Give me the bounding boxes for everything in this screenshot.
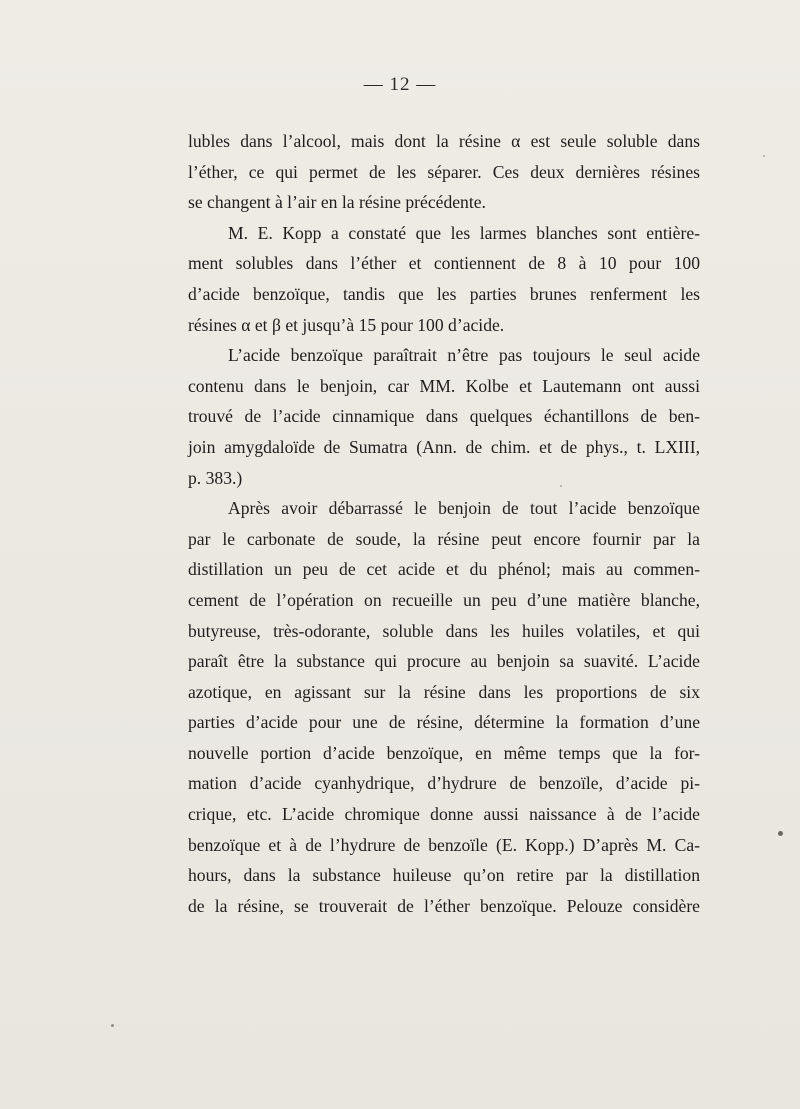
text-line: L’acide benzoïque paraîtrait n’être pas toujours le seul acide (228, 345, 700, 366)
text-line: contenu dans le benjoin, car MM. Kolbe et Lautemann ont aussi (188, 375, 700, 396)
text-line: cement de l’opération on recueille un peu d’une matière blanche, (188, 589, 700, 610)
text-line: l’éther, ce qui permet de les séparer. Ces deux dernières résines (188, 161, 700, 182)
paper-speck (763, 155, 765, 157)
text-line: de la résine, se trouverait de l’éther benzoïque. Pelouze considère (188, 895, 700, 916)
text-line: benzoïque et à de l’hydrure de benzoïle (E. Kopp.) D’après M. Ca- (188, 834, 700, 855)
text-line: crique, etc. L’acide chromique donne aussi naissance à de l’acide (188, 804, 700, 825)
text-line: d’acide benzoïque, tandis que les parties brunes renferment les (188, 283, 700, 304)
text-line: paraît être la substance qui procure au benjoin sa suavité. L’acide (188, 651, 700, 672)
text-line: p. 383.) (188, 467, 243, 488)
text-line: Après avoir débarrassé le benjoin de tout l’acide benzoïque (228, 498, 700, 519)
paper-speck (111, 1024, 114, 1027)
text-line: M. E. Kopp a constaté que les larmes blanches sont entière- (228, 222, 700, 243)
text-line: butyreuse, très-odorante, soluble dans les huiles volatiles, et qui (188, 620, 700, 641)
text-line: par le carbonate de soude, la résine peut encore fournir par la (188, 528, 700, 549)
text-line: mation d’acide cyanhydrique, d’hydrure de benzoïle, d’acide pi- (188, 773, 700, 794)
text-line: join amygdaloïde de Sumatra (Ann. de chim. et de phys., t. LXIII, (188, 436, 700, 457)
text-line: hours, dans la substance huileuse qu’on retire par la distillation (188, 865, 700, 886)
paper-speck (560, 485, 562, 487)
text-line: lubles dans l’alcool, mais dont la résine α est seule soluble dans (188, 131, 700, 151)
text-line: distillation un peu de cet acide et du phénol; mais au commen- (188, 559, 700, 580)
text-line: ment solubles dans l’éther et contiennent de 8 à 10 pour 100 (188, 253, 700, 274)
paper-speck (778, 831, 783, 836)
text-line: se changent à l’air en la résine précédente. (188, 192, 486, 213)
text-line: résines α et β et jusqu’à 15 pour 100 d’acide. (188, 314, 505, 335)
text-line: trouvé de l’acide cinnamique dans quelques échantillons de ben- (188, 406, 700, 427)
body-text (188, 126, 700, 921)
page-number: — 12 — (363, 74, 437, 95)
text-line: parties d’acide pour une de résine, détermine la formation d’une (188, 712, 700, 733)
text-line: nouvelle portion d’acide benzoïque, en même temps que la for- (188, 742, 700, 763)
text-line: azotique, en agissant sur la résine dans les proportions de six (188, 681, 700, 702)
